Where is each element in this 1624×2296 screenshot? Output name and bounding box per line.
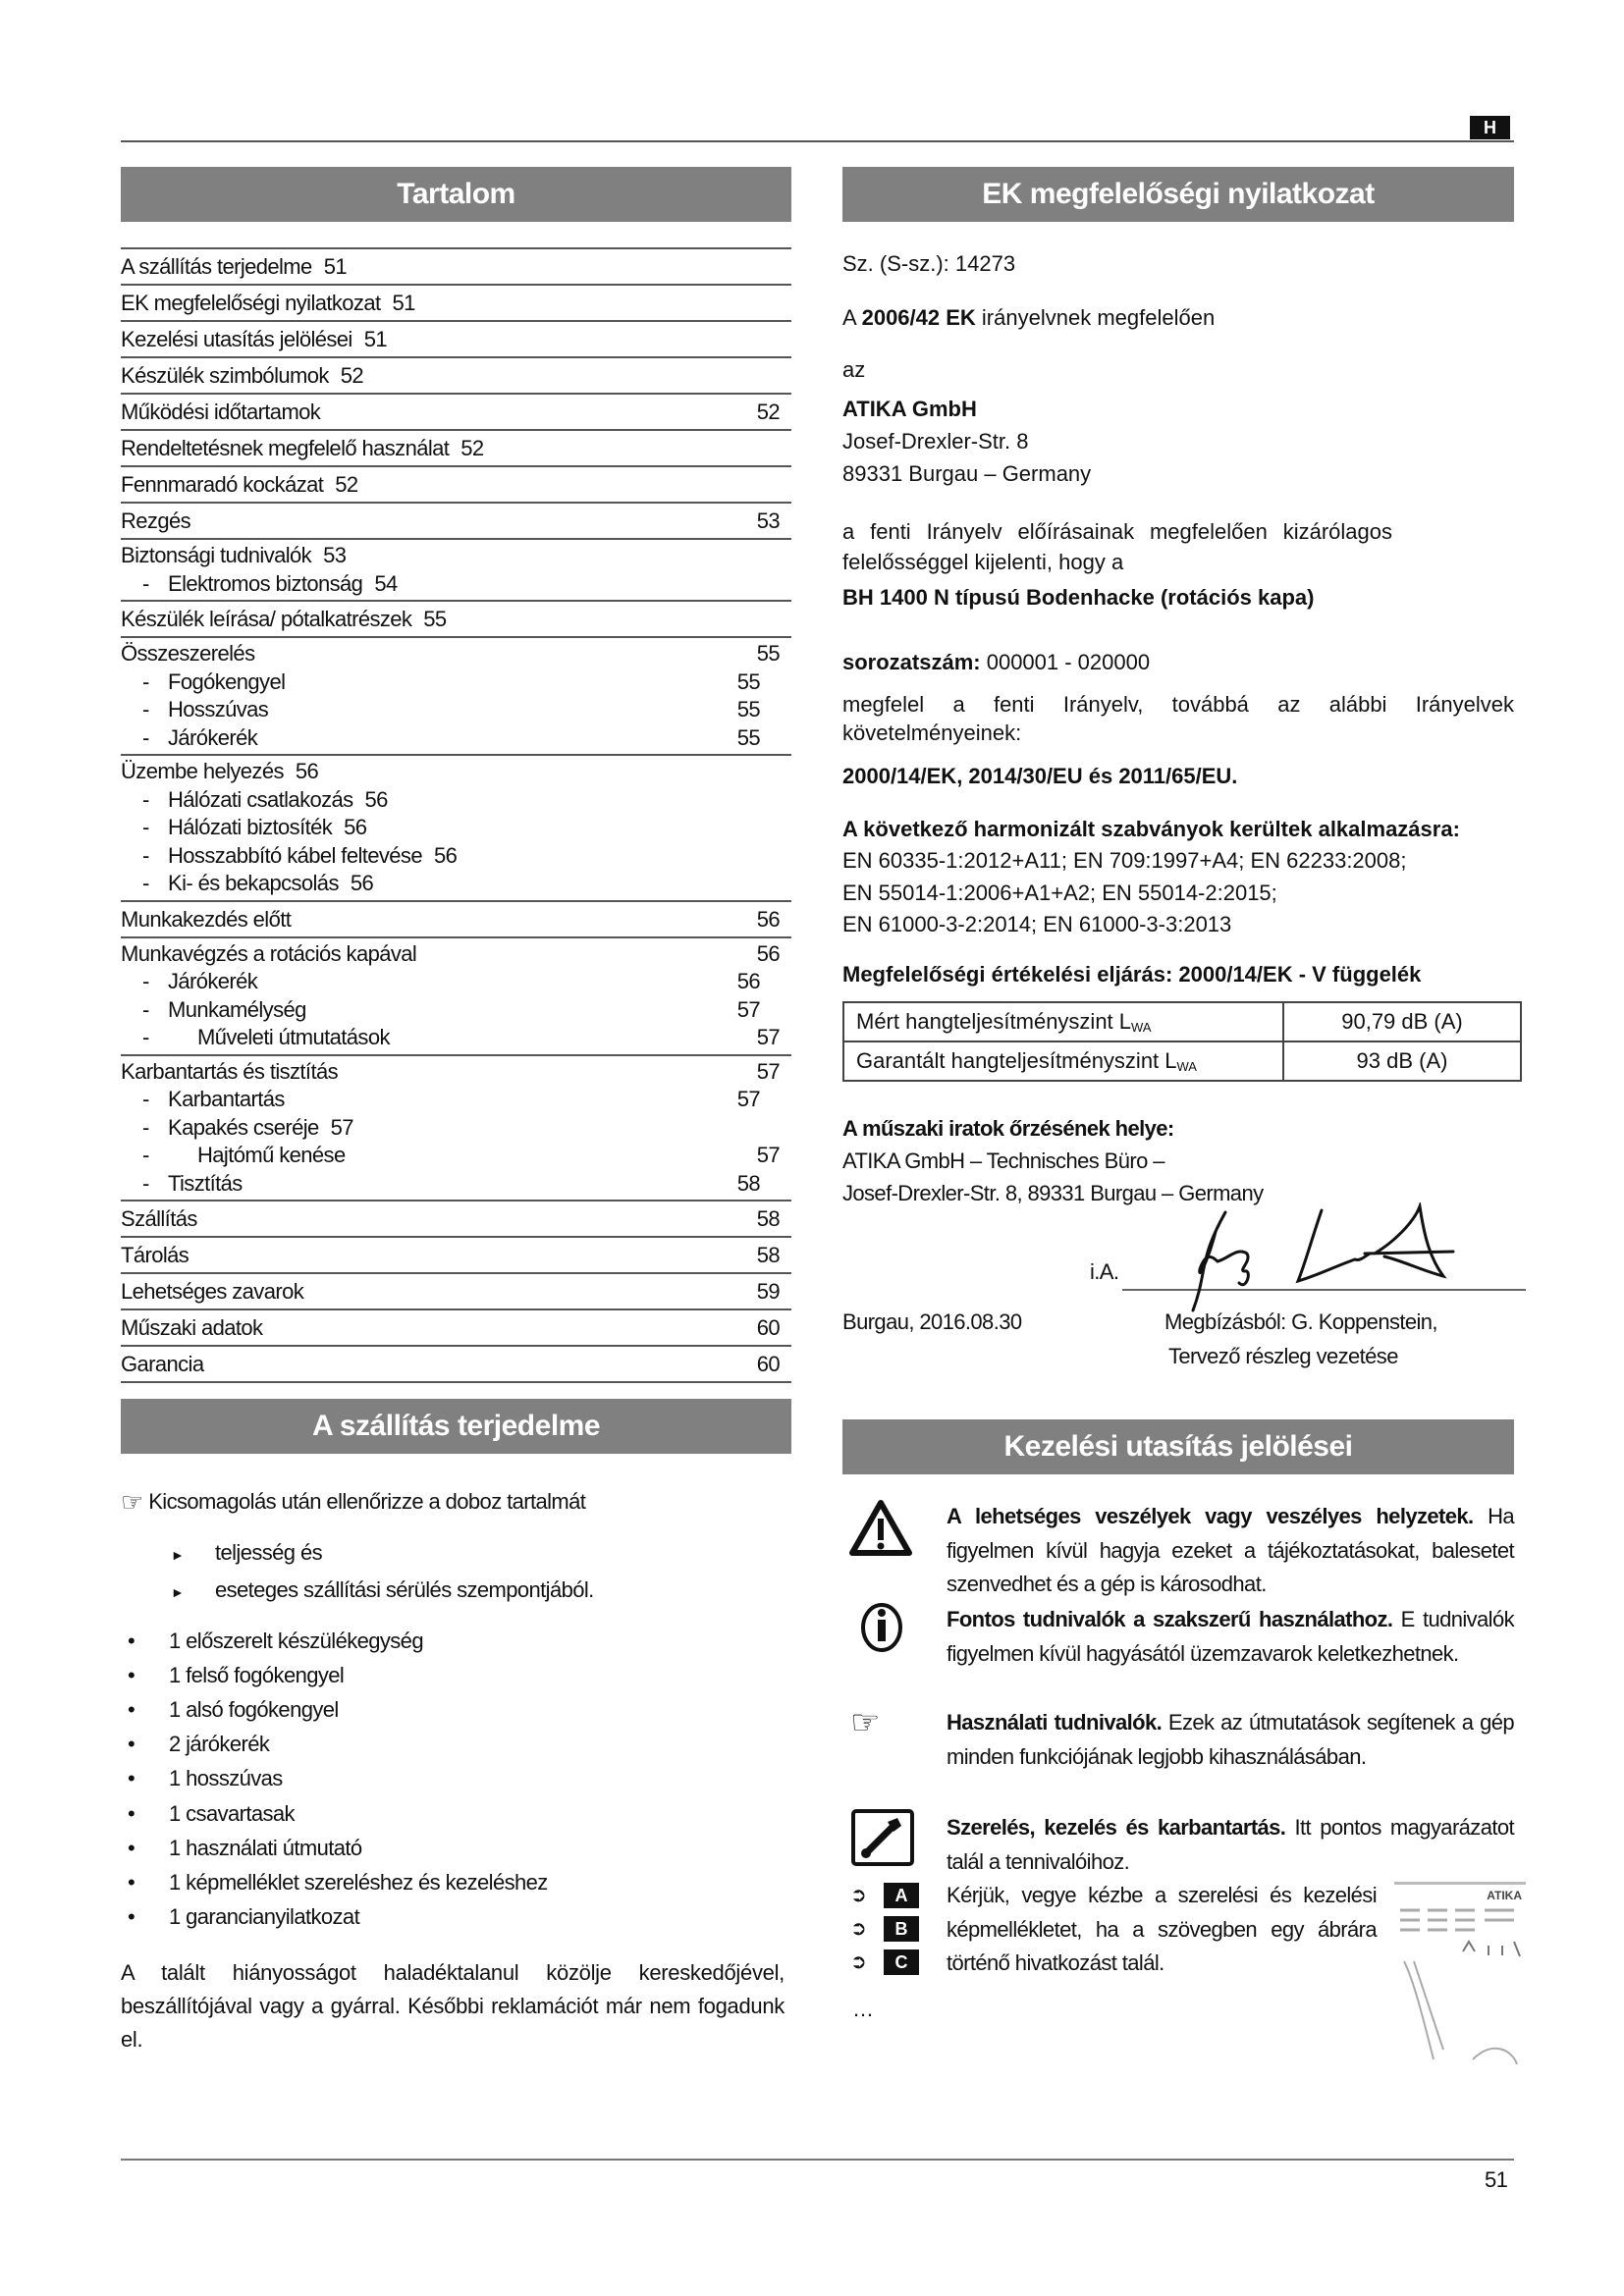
toc-title: Tartalom: [121, 167, 791, 222]
list-item-text: 1 képmelléklet szereléshez és kezeléshez: [169, 1869, 548, 1895]
toc-label: Munkakezdés előtt: [121, 906, 292, 932]
toc-label: Hosszabbító kábel feltevése: [168, 842, 422, 868]
toc-page-number: 56: [433, 842, 458, 868]
toc-label: Járókerék: [168, 724, 258, 750]
toc-entry[interactable]: [121, 1201, 791, 1238]
toc-label: Tisztítás: [168, 1170, 243, 1196]
toc-entry-line[interactable]: [121, 433, 791, 463]
sound-label: Mért hangteljesítményszint $L_{WA}$: [843, 1002, 1283, 1041]
toc-page-number: 51: [392, 291, 415, 315]
toc-entry[interactable]: [121, 1310, 791, 1347]
toc-label: Készülék szimbólumok: [121, 363, 329, 388]
procedure: Megfelelőségi értékelési eljárás: 2000/14/EK - V függelék: [842, 962, 1422, 987]
toc-subentry[interactable]: [121, 1142, 791, 1170]
toc-label: Munkamélység: [168, 996, 306, 1022]
toc-subentry[interactable]: [121, 842, 791, 871]
list-item: [128, 1728, 270, 1761]
closing-paragraph: A talált hiányosságot haladéktalanul közölje kereskedőjével, beszállítójával vagy a gyárral. Későbbi reklamációt már nem fogadunk el.: [121, 1960, 785, 2052]
toc-page-number: 55: [736, 724, 760, 750]
toc-label: Hajtómű kenése: [197, 1143, 346, 1167]
toc-page-number: 56: [756, 940, 780, 966]
toc-label: Hálózati csatlakozás: [168, 786, 353, 812]
toc-subentry[interactable]: [121, 1170, 791, 1199]
toc-label: Biztonsági tudnivalók: [121, 543, 312, 567]
toc-page-number: 56: [756, 906, 780, 932]
delivery-title: A szállítás terjedelme: [121, 1399, 791, 1454]
toc-entry-line[interactable]: [121, 324, 791, 354]
declaration-number: Sz. (S-sz.): 14273: [842, 251, 1016, 276]
toc-label: Kezelési utasítás jelölései: [121, 327, 352, 351]
toc-page-number: 55: [736, 697, 760, 721]
list-item: [128, 1693, 339, 1727]
az-word: az: [842, 357, 866, 382]
check-item: ► eseteges szállítási sérülés szempontjából.: [171, 1577, 594, 1602]
toc-dash: -: [142, 1087, 149, 1111]
list-item-text: 1 garancianyilatkozat: [169, 1903, 360, 1929]
sound-label: Garantált hangteljesítményszint $L_{WA}$: [843, 1041, 1283, 1081]
toc-page-number: 57: [330, 1114, 353, 1140]
toc-label: Műszaki adatok: [121, 1315, 263, 1340]
table-row: [843, 1002, 1521, 1041]
list-item-text: 1 alsó fogókengyel: [169, 1697, 339, 1723]
bullet-icon: •: [128, 1800, 135, 1826]
toc-page-number: 58: [736, 1170, 760, 1196]
toc-entry-line[interactable]: [121, 397, 791, 427]
check-item: ► teljesség és: [171, 1540, 322, 1565]
toc-dash: -: [142, 724, 149, 750]
figure-ref-b: B: [884, 1916, 919, 1942]
directive-line: A 2006/42 EK irányelvnek megfelelően: [842, 305, 1216, 330]
toc-label: Munkavégzés a rotációs kapával: [121, 940, 417, 966]
toc-entry-line[interactable]: [121, 542, 791, 570]
standards-line: EN 55014-1:2006+A1+A2; EN 55014-2:2015;: [842, 881, 1277, 905]
check-note-text: Kicsomagolás után ellenőrizze a doboz tartalmát: [148, 1489, 586, 1514]
toc-dash: -: [142, 871, 149, 895]
toc-label: Működési időtartamok: [121, 400, 321, 424]
toc-page-number: 53: [323, 543, 347, 567]
toc-entry[interactable]: [121, 902, 791, 938]
signer-role: Tervező részleg vezetése: [1168, 1344, 1398, 1368]
toc-page-number: 52: [756, 400, 780, 424]
bullet-icon: •: [128, 1835, 135, 1860]
toc-label: Elektromos biztonság: [168, 570, 363, 596]
toc-subentry[interactable]: [121, 1114, 791, 1143]
list-item: [128, 1762, 283, 1795]
toc-label: Rezgés: [121, 508, 190, 533]
toc-entry[interactable]: [121, 322, 791, 358]
signer-name: Megbízásból: G. Koppenstein,: [1164, 1309, 1437, 1334]
figure-ref-c: C: [884, 1949, 919, 1975]
standards-title: A következő harmonizált szabványok kerültek alkalmazásra:: [842, 817, 1460, 841]
toc-subentry[interactable]: [121, 870, 791, 898]
toc-entry[interactable]: [121, 467, 791, 504]
toc-subentry[interactable]: [121, 814, 791, 842]
toc-entry-line[interactable]: [121, 251, 791, 282]
ia-label: i.A.: [1090, 1259, 1119, 1284]
table-row: [843, 1041, 1521, 1081]
directives-list: 2000/14/EK, 2014/30/EU és 2011/65/EU.: [842, 764, 1238, 788]
arrow-right-icon: ➲: [850, 1918, 867, 1940]
standards-line: EN 61000-3-2:2014; EN 61000-3-3:2013: [842, 912, 1232, 936]
toc-page-number: 56: [344, 815, 367, 839]
warning-triangle-icon: [848, 1499, 913, 1558]
toc-subentry[interactable]: [121, 996, 791, 1025]
toc-page-number: 55: [736, 668, 760, 694]
toc-subentry[interactable]: [121, 724, 791, 753]
bullet-icon: •: [128, 1732, 135, 1757]
arrow-bullet-icon: ►: [171, 1547, 185, 1563]
toc-page-number: 52: [335, 472, 358, 497]
info-circle-icon: [860, 1602, 903, 1653]
toc-page-number: 56: [350, 871, 374, 895]
toc-entry-line[interactable]: [121, 1312, 791, 1343]
sound-value: 90,79 dB (A): [1283, 1002, 1521, 1041]
toc-entry[interactable]: [121, 756, 791, 902]
toc-page-number: 54: [374, 570, 398, 596]
place-date: Burgau, 2016.08.30: [842, 1309, 1022, 1334]
toc-entry[interactable]: [121, 540, 791, 602]
toc-label: Fennmaradó kockázat: [121, 472, 324, 497]
toc-label: Szállítás: [121, 1206, 197, 1231]
toc-page-number: 53: [756, 508, 780, 533]
toc-entry-line[interactable]: [121, 360, 791, 391]
wrench-icon: [850, 1808, 915, 1867]
toc-entry[interactable]: [121, 249, 791, 286]
bullet-icon: •: [128, 1629, 135, 1653]
toc-entry-line[interactable]: [121, 758, 791, 786]
toc-dash: -: [142, 815, 149, 839]
figure-references: [850, 1879, 929, 1987]
toc-page-number: 60: [756, 1315, 780, 1340]
bullet-icon: •: [128, 1766, 135, 1791]
toc-label: Készülék leírása/ pótalkatrészek: [121, 607, 412, 631]
list-item: [128, 1659, 345, 1692]
bullet-icon: •: [128, 1697, 135, 1723]
symbol-desc: Szerelés, kezelés és karbantartás. Itt pontos magyarázatot talál a tennivalóihoz.: [947, 1815, 1515, 1874]
sound-level-table: [842, 1001, 1522, 1082]
toc-entry-line[interactable]: [121, 604, 791, 634]
toc-subentry[interactable]: [121, 1024, 791, 1052]
toc-label: Üzembe helyezés: [121, 759, 284, 783]
toc-label: Karbantartás és tisztítás: [121, 1058, 338, 1084]
table-of-contents: [121, 247, 791, 1383]
symbol-desc: A lehetséges veszélyek vagy veszélyes helyzetek. Ha figyelmen kívül hagyja ezeket a tájékoztatásokat, balesetet szenvedhet és a gép is károsodhat.: [947, 1504, 1514, 1596]
toc-dash: -: [142, 996, 149, 1022]
check-note: [121, 1485, 585, 1519]
list-item: [128, 1832, 362, 1865]
toc-subentry[interactable]: [121, 668, 791, 697]
list-item-text: 1 előszerelt készülékegység: [169, 1629, 423, 1653]
toc-dash: -: [142, 1114, 149, 1140]
company-street: Josef-Drexler-Str. 8: [842, 429, 1029, 454]
bullet-icon: •: [128, 1869, 135, 1895]
toc-entry-line[interactable]: [121, 1349, 791, 1379]
toc-entry[interactable]: [121, 1238, 791, 1274]
toc-subentry[interactable]: [121, 570, 791, 599]
toc-dash: -: [142, 668, 149, 694]
thumbnail-illustration: [1394, 1902, 1526, 2068]
company-name: ATIKA GmbH: [842, 397, 977, 421]
list-item: [128, 1625, 423, 1658]
toc-label: Rendeltetésnek megfelelő használat: [121, 436, 450, 460]
toc-entry[interactable]: [121, 1347, 791, 1383]
toc-dash: -: [142, 969, 149, 993]
symbol-desc: Fontos tudnivalók a szakszerű használathoz. E tudnivalók figyelmen kívül hagyásától üzemzavarok keletkezhetnek.: [947, 1607, 1515, 1666]
toc-entry[interactable]: [121, 1056, 791, 1202]
bullet-icon: •: [128, 1663, 135, 1688]
toc-subentry[interactable]: [121, 1086, 791, 1114]
toc-label: Karbantartás: [168, 1087, 285, 1111]
toc-entry[interactable]: [121, 431, 791, 467]
list-item: [128, 1866, 548, 1899]
pointing-hand-icon: ☞: [850, 1704, 881, 1741]
toc-label: A szállítás terjedelme: [121, 254, 312, 279]
product-name: BH 1400 N típusú Bodenhacke (rotációs kapa): [842, 585, 1315, 610]
toc-entry-line[interactable]: [121, 288, 791, 318]
docs-line: ATIKA GmbH – Technisches Büro –: [842, 1148, 1164, 1173]
toc-entry-line[interactable]: [121, 940, 791, 969]
signature-image: [1129, 1202, 1522, 1320]
toc-page-number: 57: [756, 1143, 780, 1167]
toc-page-number: 55: [423, 607, 447, 631]
toc-page-number: 51: [363, 327, 387, 351]
docs-line: Josef-Drexler-Str. 8, 89331 Burgau – Germany: [842, 1181, 1264, 1205]
toc-page-number: 57: [736, 1087, 760, 1111]
toc-entry-line[interactable]: [121, 1276, 791, 1307]
arrow-right-icon: ➲: [850, 1885, 867, 1906]
manual-thumbnail: [1394, 1882, 1526, 2068]
list-item-text: 2 járókerék: [169, 1732, 270, 1757]
toc-label: EK megfelelőségi nyilatkozat: [121, 291, 381, 315]
toc-page-number: 51: [323, 254, 347, 279]
toc-entry[interactable]: [121, 395, 791, 431]
toc-subentry[interactable]: [121, 696, 791, 724]
symbol-desc: Használati tudnivalók. Ezek az útmutatások segítenek a gép minden funkciójának legjobb kihasználásában.: [947, 1710, 1515, 1769]
arrow-right-icon: ➲: [850, 1951, 867, 1973]
toc-dash: -: [142, 786, 149, 812]
toc-entry-line[interactable]: [121, 1203, 791, 1234]
toc-page-number: 57: [736, 996, 760, 1022]
sound-value: 93 dB (A): [1283, 1041, 1521, 1081]
toc-entry-line[interactable]: [121, 640, 791, 668]
toc-label: Kapakés cseréje: [168, 1114, 319, 1140]
toc-label: Hálózati biztosíték: [168, 815, 333, 839]
toc-page-number: 57: [756, 1058, 780, 1084]
thumbnail-logo: ATIKA: [1487, 1889, 1522, 1902]
toc-entry[interactable]: [121, 504, 791, 540]
list-item: [128, 1900, 360, 1934]
toc-page-number: 56: [295, 759, 319, 783]
toc-page-number: 57: [756, 1025, 780, 1049]
toc-page-number: 52: [340, 363, 364, 388]
toc-subentry[interactable]: [121, 968, 791, 996]
toc-label: Ki- és bekapcsolás: [168, 871, 339, 895]
toc-entry-line[interactable]: [121, 469, 791, 500]
toc-dash: -: [142, 570, 149, 596]
toc-page-number: 58: [756, 1206, 780, 1231]
bottom-rule: [121, 2159, 1514, 2161]
page-number: 51: [1485, 2167, 1508, 2192]
toc-page-number: 56: [736, 969, 760, 993]
toc-label: Műveleti útmutatások: [197, 1025, 390, 1049]
toc-label: Fogókengyel: [168, 668, 286, 694]
toc-entry[interactable]: [121, 358, 791, 395]
declaration-title: EK megfelelőségi nyilatkozat: [842, 167, 1514, 222]
figure-text: Kérjük, vegye kézbe a szerelési és kezelési képmellékletet, ha a szövegben egy ábrára történő hivatkozást talál.: [947, 1883, 1377, 1975]
list-item-text: 1 hosszúvas: [169, 1766, 283, 1791]
pointing-hand-icon: ☞: [121, 1487, 143, 1517]
language-badge: H: [1470, 116, 1510, 139]
serial-range: sorozatszám: 000001 - 020000: [842, 650, 1151, 674]
toc-dash: -: [142, 697, 149, 721]
arrow-bullet-icon: ►: [171, 1584, 185, 1600]
docs-title: A műszaki iratok őrzésének helye:: [842, 1116, 1174, 1141]
statement: a fenti Irányelv előírásainak megfelelően kizárólagos felelősséggel kijelenti, hogy a: [842, 519, 1392, 574]
toc-dash: -: [142, 1143, 149, 1167]
toc-page-number: 59: [756, 1279, 780, 1304]
toc-label: Hosszúvas: [168, 697, 269, 721]
list-item-text: 1 használati útmutató: [169, 1835, 362, 1860]
toc-dash: -: [142, 1170, 149, 1196]
symbols-title: Kezelési utasítás jelölései: [842, 1419, 1514, 1474]
toc-page-number: 60: [756, 1352, 780, 1376]
bullet-icon: •: [128, 1903, 135, 1929]
toc-entry-line[interactable]: [121, 1058, 791, 1087]
complies-text: megfelel a fenti Irányelv, továbbá az alábbi Irányelvek követelményeinek:: [842, 692, 1514, 745]
toc-subentry[interactable]: [121, 786, 791, 815]
toc-page-number: 52: [460, 436, 484, 460]
company-city: 89331 Burgau – Germany: [842, 461, 1092, 486]
toc-page-number: 56: [364, 786, 388, 812]
toc-entry[interactable]: [121, 938, 791, 1056]
list-item: [128, 1797, 295, 1831]
toc-entry[interactable]: [121, 286, 791, 322]
toc-label: Járókerék: [168, 969, 258, 993]
toc-entry-line[interactable]: [121, 1240, 791, 1270]
toc-dash: -: [142, 842, 149, 868]
toc-page-number: 55: [756, 641, 780, 666]
toc-entry[interactable]: [121, 638, 791, 756]
toc-label: Lehetséges zavarok: [121, 1279, 304, 1304]
ellipsis: …: [852, 1997, 874, 2021]
toc-label: Tárolás: [121, 1243, 189, 1267]
figure-ref-a: A: [884, 1883, 919, 1908]
list-item-text: 1 felső fogókengyel: [169, 1663, 345, 1688]
toc-entry[interactable]: [121, 1274, 791, 1310]
toc-dash: -: [142, 1025, 149, 1049]
toc-label: Garancia: [121, 1352, 204, 1376]
toc-entry[interactable]: [121, 602, 791, 638]
standards-line: EN 60335-1:2012+A11; EN 709:1997+A4; EN 62233:2008;: [842, 848, 1407, 873]
top-rule: [121, 140, 1514, 142]
toc-label: Összeszerelés: [121, 641, 255, 666]
toc-entry-line[interactable]: [121, 506, 791, 536]
list-item-text: 1 csavartasak: [169, 1800, 295, 1826]
toc-page-number: 58: [756, 1243, 780, 1267]
toc-entry-line[interactable]: [121, 904, 791, 934]
